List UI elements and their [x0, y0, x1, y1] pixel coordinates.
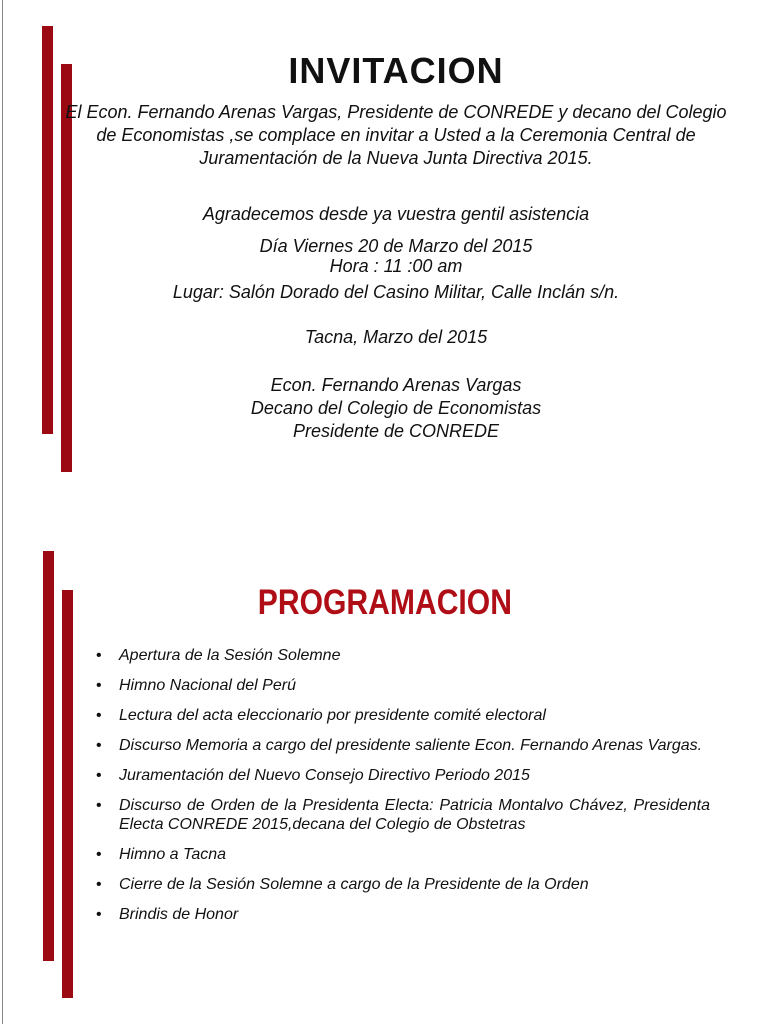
program-item-text: Lectura del acta eleccionario por presidente comité electoral	[119, 707, 546, 724]
program-item-text: Discurso de Orden de la Presidenta Electa: Patricia Montalvo Chávez, Presidenta Electa CONREDE 2015,decana del Colegio de Obstetras	[119, 797, 710, 833]
program-item	[96, 736, 710, 755]
event-date: Día Viernes 20 de Marzo del 2015	[259, 236, 533, 256]
program-item-text: Cierre de la Sesión Solemne a cargo de la Presidente de la Orden	[119, 876, 589, 893]
bullet-icon: •	[96, 737, 102, 754]
bullet-icon: •	[96, 677, 102, 694]
bullet-icon: •	[96, 767, 102, 784]
program-item-text: Juramentación del Nuevo Consejo Directivo Periodo 2015	[119, 767, 530, 784]
program-item-text: Discurso Memoria a cargo del presidente saliente Econ. Fernando Arenas Vargas.	[119, 737, 703, 754]
program-item	[96, 905, 710, 924]
program-item-text: Himno Nacional del Perú	[119, 677, 296, 694]
event-time: Hora : 11 :00 am	[329, 256, 463, 276]
invitation-thanks: Agradecemos desde ya vuestra gentil asistencia	[202, 204, 590, 224]
program-item	[96, 646, 710, 665]
bullet-icon: •	[96, 647, 102, 664]
decorative-bar-inner-bottom	[62, 590, 73, 998]
decorative-bar-outer-bottom	[43, 551, 54, 961]
signature-title: Presidente de CONREDE	[292, 421, 500, 441]
program-item	[96, 706, 710, 725]
city-date: Tacna, Marzo del 2015	[304, 327, 488, 347]
bullet-icon: •	[96, 906, 102, 923]
signature-block	[60, 374, 732, 443]
program-item-text: Himno a Tacna	[119, 846, 227, 863]
program-list	[96, 646, 710, 935]
signature-name: Econ. Fernando Arenas Vargas	[270, 375, 522, 395]
program-item	[96, 766, 710, 785]
bullet-icon: •	[96, 707, 102, 724]
program-item-text: Brindis de Honor	[119, 906, 239, 923]
page-edge-line	[2, 0, 3, 1024]
program-item	[96, 796, 710, 834]
bullet-icon: •	[96, 846, 102, 863]
invitation-intro: El Econ. Fernando Arenas Vargas, Presidente de CONREDE y decano del Colegio de Economistas ,se complace en invitar a Usted a la Ceremonia Central de Juramentación de la Nueva Junta Directiva 2015.	[65, 102, 727, 168]
bullet-icon: •	[96, 797, 102, 814]
invitation-title: INVITACION	[288, 50, 504, 91]
program-title: PROGRAMACION	[257, 583, 512, 622]
bullet-icon: •	[96, 876, 102, 893]
event-place: Lugar: Salón Dorado del Casino Militar, Calle Inclán s/n.	[172, 282, 620, 302]
program-item	[96, 845, 710, 864]
signature-role: Decano del Colegio de Economistas	[250, 398, 542, 418]
program-item	[96, 875, 710, 894]
program-item	[96, 676, 710, 695]
program-item-text: Apertura de la Sesión Solemne	[119, 647, 341, 664]
